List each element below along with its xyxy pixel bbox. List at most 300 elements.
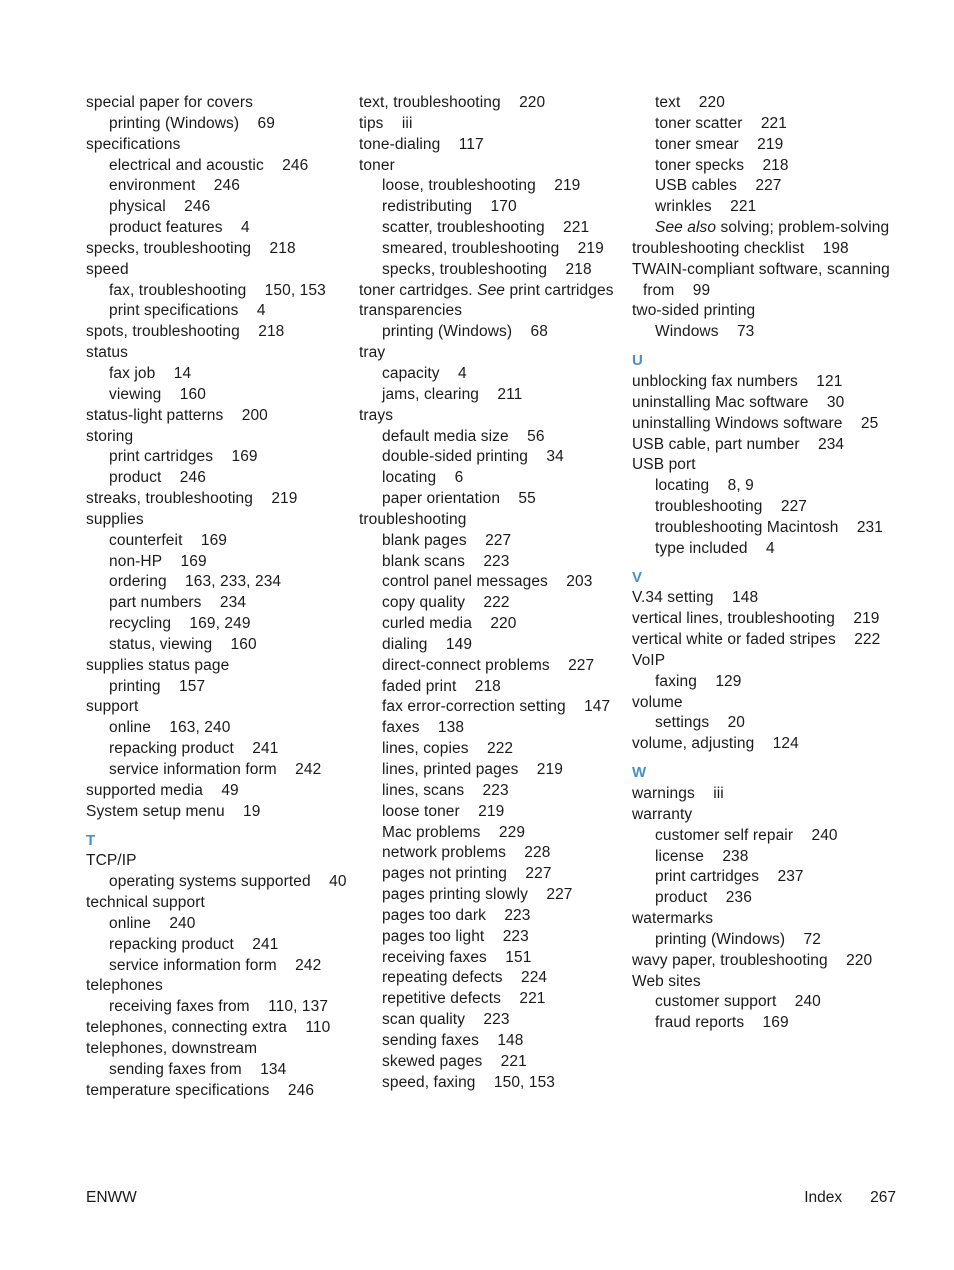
index-subentry (632, 114, 892, 135)
index-entry (632, 435, 892, 456)
page-reference: 240 (794, 993, 821, 1011)
index-subentry (86, 760, 351, 781)
page-reference: 218 (269, 239, 296, 257)
index-subentry (86, 301, 351, 322)
page-reference: 148 (732, 589, 759, 607)
entry-term: ordering (109, 573, 167, 591)
index-subentry (632, 1013, 892, 1034)
page-reference: 246 (184, 198, 211, 216)
index-entry (632, 301, 892, 322)
index-subentry (359, 260, 624, 281)
index-subentry (86, 114, 351, 135)
page-reference: 20 (727, 714, 746, 732)
entry-term: paper orientation (382, 490, 501, 508)
index-entry (632, 239, 892, 260)
entry-term: printing (Windows) (655, 930, 786, 948)
index-subentry (86, 935, 351, 956)
index-subentry (632, 135, 892, 156)
index-subentry (359, 635, 624, 656)
index-entry (86, 239, 351, 260)
index-entry (86, 1081, 351, 1102)
page-reference: 25 (860, 414, 879, 432)
index-subentry (359, 802, 624, 823)
index-subentry (86, 997, 351, 1018)
index-entry (86, 781, 351, 802)
entry-term: counterfeit (109, 531, 183, 549)
page-reference: 4 (256, 302, 266, 320)
page-reference: 160 (230, 635, 257, 653)
see-reference-label: See (477, 281, 506, 299)
entry-term: Web sites (632, 972, 701, 990)
entry-term: default media size (382, 427, 509, 445)
page-reference: 223 (483, 552, 510, 570)
page-reference: 121 (816, 372, 843, 390)
index-subentry (359, 531, 624, 552)
index-entry (632, 951, 892, 972)
page-reference: 222 (483, 594, 510, 612)
entry-term: type included (655, 539, 748, 557)
entry-term: status-light patterns (86, 406, 224, 424)
entry-term: wrinkles (655, 198, 712, 216)
entry-term: product (655, 889, 708, 907)
page-reference: 218 (762, 156, 789, 174)
entry-term: special paper for covers (86, 94, 253, 111)
entry-term: fax, troubleshooting (109, 281, 247, 299)
index-subentry (359, 468, 624, 489)
entry-term: physical (109, 198, 166, 216)
page-reference: 222 (486, 740, 514, 758)
entry-term: print cartridges (109, 448, 214, 466)
entry-term: network problems (382, 844, 506, 862)
entry-term: non-HP (109, 552, 163, 570)
index-entry (359, 156, 624, 177)
index-letter-heading: V (632, 568, 643, 586)
index-subentry (86, 281, 351, 302)
entry-term: status (86, 344, 128, 362)
index-entry (632, 734, 892, 755)
entry-term: streaks, troubleshooting (86, 490, 253, 508)
page-reference: 218 (474, 677, 501, 695)
entry-term: pages not printing (382, 865, 508, 883)
entry-term: USB cables (655, 177, 737, 195)
index-letter-heading: U (632, 352, 643, 370)
index-entry (86, 322, 351, 343)
page-reference: 246 (287, 1081, 315, 1099)
page-reference: 110 (305, 1019, 331, 1037)
page-reference: 169 (231, 448, 258, 466)
page-reference: 4 (458, 364, 467, 382)
index-subentry (86, 447, 351, 468)
page-reference: 241 (252, 740, 279, 758)
entry-term: specifications (86, 135, 181, 153)
see-reference-label: See also (655, 219, 717, 237)
index-subentry (86, 593, 351, 614)
page-reference: 221 (500, 1052, 527, 1070)
page-reference: 219 (757, 135, 784, 153)
index-subentry (632, 156, 892, 177)
entry-term: specks, troubleshooting (86, 239, 252, 257)
entry-term: troubleshooting (655, 498, 763, 516)
entry-term: lines, printed pages (382, 761, 519, 778)
entry-term: status, viewing (109, 635, 213, 653)
page-reference: 240 (169, 914, 196, 932)
entry-term: scatter, troubleshooting (382, 219, 545, 237)
index-subentry (632, 218, 892, 239)
page-reference: 221 (730, 198, 757, 216)
page-reference: 198 (822, 239, 849, 257)
page-reference: 242 (295, 956, 322, 974)
page-reference: 219 (536, 761, 563, 778)
index-subentry (86, 872, 351, 893)
index-letter-heading: T (86, 831, 96, 849)
index-subentry (86, 677, 351, 698)
entry-term: blank pages (382, 531, 467, 549)
entry-term: troubleshooting checklist (632, 239, 805, 257)
entry-term: blank scans (382, 552, 465, 570)
footer-page-info (804, 1187, 896, 1209)
entry-term: warranty (632, 805, 693, 823)
index-entry (86, 427, 351, 448)
index-entry (86, 976, 351, 997)
index-entry (86, 1018, 351, 1039)
page-reference: 219 (478, 802, 505, 820)
index-subentry (359, 968, 624, 989)
entry-term: curled media (382, 615, 472, 633)
page-reference: 169 (200, 531, 228, 549)
index-subentry (86, 718, 351, 739)
page-reference: 221 (563, 219, 590, 237)
index-subentry (632, 930, 892, 951)
page-reference: 220 (519, 94, 546, 111)
index-entry (86, 1039, 351, 1060)
index-subentry (632, 518, 892, 539)
entry-term: tone-dialing (359, 135, 441, 153)
footer-section-name: Index (804, 1189, 843, 1206)
entry-term: support (86, 698, 139, 716)
page-reference: iii (713, 785, 724, 802)
entry-term: vertical white or faded stripes (632, 631, 836, 649)
entry-term: print specifications (109, 302, 239, 320)
entry-term: faded print (382, 677, 457, 695)
page-reference: 227 (485, 531, 512, 549)
entry-term: text, troubleshooting (359, 94, 501, 111)
entry-term: Windows (655, 323, 719, 341)
entry-term: fax error-correction setting (382, 698, 566, 716)
entry-term: uninstalling Mac software (632, 393, 809, 411)
index-subentry (359, 718, 624, 739)
index-subentry (359, 427, 624, 448)
index-subentry (86, 364, 351, 385)
page-reference: 240 (811, 826, 838, 844)
page-reference: 227 (525, 865, 552, 883)
index-subentry (632, 992, 892, 1013)
index-subentry (86, 385, 351, 406)
see-reference-target: print cartridges (509, 281, 614, 299)
index-subentry (86, 914, 351, 935)
index-subentry (359, 218, 624, 239)
page-reference: 218 (565, 260, 592, 278)
page-reference: 223 (482, 781, 509, 799)
entry-term: troubleshooting (359, 510, 467, 528)
index-subentry (359, 864, 624, 885)
entry-term: volume, adjusting (632, 735, 755, 753)
page-reference: 124 (772, 735, 799, 753)
entry-term: supplies status page (86, 656, 230, 674)
index-entry (359, 406, 624, 427)
entry-term: locating (382, 469, 437, 487)
entry-term: settings (655, 714, 710, 732)
page-reference: 246 (213, 177, 240, 195)
index-entry (632, 588, 892, 609)
entry-term: control panel messages (382, 573, 548, 591)
footer-page-number: 267 (870, 1189, 896, 1206)
index-subentry (86, 218, 351, 239)
page-reference: 219 (554, 177, 581, 195)
index-subentry (632, 322, 892, 343)
entry-term: storing (86, 427, 134, 445)
index-subentry (86, 956, 351, 977)
page-reference: 30 (826, 393, 845, 411)
entry-term: loose toner (382, 802, 460, 820)
index-subentry (632, 93, 892, 114)
index-entry (632, 651, 892, 672)
page-reference: 246 (179, 469, 206, 487)
page-reference: 227 (780, 498, 808, 516)
index-subentry (86, 572, 351, 593)
index-entry (632, 609, 892, 630)
index-subentry (359, 885, 624, 906)
entry-term: troubleshooting Macintosh (655, 518, 839, 536)
entry-term: customer support (655, 993, 777, 1011)
index-subentry (86, 1060, 351, 1081)
page-reference: 234 (219, 594, 247, 612)
entry-term: viewing (109, 385, 162, 403)
page-reference: 221 (760, 114, 787, 132)
entry-term: repeating defects (382, 969, 503, 987)
index-subentry (86, 156, 351, 177)
page-reference: 219 (577, 239, 604, 257)
index-column-1 (86, 93, 351, 1102)
index-subentry (359, 593, 624, 614)
page-reference: 203 (566, 573, 593, 591)
entry-term: environment (109, 177, 196, 195)
index-entry (86, 260, 351, 281)
entry-term: sending faxes (382, 1031, 479, 1049)
entry-term: specks, troubleshooting (382, 260, 548, 278)
index-subentry (632, 847, 892, 868)
page-reference: 222 (854, 631, 881, 649)
page-reference: 8, 9 (727, 477, 754, 495)
page-reference: 14 (173, 364, 192, 382)
index-entry (86, 135, 351, 156)
index-subentry (359, 614, 624, 635)
index-subentry (359, 843, 624, 864)
index-entry (86, 406, 351, 427)
page-reference: 150, 153 (493, 1073, 556, 1091)
index-subentry (359, 364, 624, 385)
page-reference: 224 (520, 969, 548, 987)
page-reference: 237 (777, 868, 804, 886)
index-entry (86, 93, 351, 114)
entry-term: online (109, 914, 151, 932)
index-entry (359, 135, 624, 156)
page-reference: iii (401, 114, 413, 132)
index-subentry (632, 539, 892, 560)
index-entry (86, 510, 351, 531)
entry-term: receiving faxes (382, 948, 487, 966)
entry-term: copy quality (382, 594, 466, 612)
page-reference: 238 (722, 847, 749, 865)
entry-term: technical support (86, 894, 205, 912)
entry-term: pages printing slowly (382, 886, 528, 904)
index-entry (86, 656, 351, 677)
entry-term: lines, scans (382, 781, 465, 799)
index-entry (632, 805, 892, 826)
index-entry (632, 372, 892, 393)
index-subentry (632, 867, 892, 888)
page-reference: 219 (853, 610, 880, 628)
page-reference: 138 (437, 719, 465, 737)
entry-term: repacking product (109, 740, 234, 758)
index-subentry (359, 677, 624, 698)
index-subentry (359, 572, 624, 593)
page-reference: 69 (257, 114, 275, 132)
see-reference-target: solving; problem-solving (720, 219, 890, 237)
index-subentry (632, 197, 892, 218)
index-subentry (86, 635, 351, 656)
page-reference: 223 (504, 906, 531, 924)
index-entry (632, 630, 892, 651)
index-entry (86, 489, 351, 510)
index-subentry (359, 697, 624, 718)
entry-term: warnings (632, 785, 695, 802)
index-subentry (359, 1010, 624, 1031)
page-reference: 220 (490, 615, 517, 633)
entry-term: repetitive defects (382, 990, 501, 1008)
index-subentry (359, 906, 624, 927)
page-reference: 72 (803, 930, 821, 948)
page-reference: 110, 137 (268, 998, 329, 1016)
index-entry (359, 93, 624, 114)
index-entry (632, 414, 892, 435)
entry-term: telephones, downstream (86, 1039, 258, 1057)
page-reference: 227 (546, 886, 573, 904)
entry-term: online (109, 719, 151, 737)
entry-term: scan quality (382, 1011, 466, 1029)
page-reference: 219 (271, 490, 298, 508)
entry-term: volume (632, 693, 683, 711)
index-entry (359, 343, 624, 364)
page-reference: 169 (762, 1014, 789, 1032)
page-reference: 163, 240 (169, 719, 231, 737)
index-subentry (632, 476, 892, 497)
index-subentry (359, 760, 624, 781)
index-subentry (359, 447, 624, 468)
page-reference: 56 (527, 427, 545, 445)
entry-term: V.34 setting (632, 589, 714, 607)
page-reference: 151 (505, 948, 532, 966)
entry-term: recycling (109, 615, 172, 633)
entry-term: smeared, troubleshooting (382, 239, 560, 257)
entry-term: sending faxes from (109, 1060, 242, 1078)
entry-term: part numbers (109, 594, 202, 612)
entry-term: fraud reports (655, 1014, 745, 1032)
index-subentry (359, 489, 624, 510)
entry-term: jams, clearing (382, 385, 480, 403)
entry-term: capacity (382, 364, 440, 382)
index-entry (86, 851, 351, 872)
entry-term: telephones, connecting extra (86, 1019, 287, 1037)
index-subentry (632, 826, 892, 847)
index-subentry (86, 614, 351, 635)
entry-term: two-sided printing (632, 302, 756, 320)
page-reference: 229 (498, 823, 526, 841)
entry-term: uninstalling Windows software (632, 414, 843, 432)
index-entry (359, 301, 624, 322)
entry-term: printing (Windows) (109, 114, 240, 132)
entry-term: faxes (382, 719, 420, 737)
index-subentry (359, 781, 624, 802)
entry-term: USB cable, part number (632, 435, 800, 453)
index-subentry (632, 497, 892, 518)
entry-term: service information form (109, 761, 277, 778)
entry-term: redistributing (382, 198, 473, 216)
page-reference: 19 (243, 802, 261, 820)
entry-term: spots, troubleshooting (86, 323, 240, 341)
entry-term: pages too light (382, 927, 485, 945)
index-column-2 (359, 93, 624, 1094)
index-entry (359, 510, 624, 531)
entry-term: supplies (86, 510, 144, 528)
index-entry (632, 455, 892, 476)
index-subentry (359, 176, 624, 197)
entry-term: printing (Windows) (382, 323, 513, 341)
entry-term: product features (109, 219, 223, 237)
index-entry (632, 784, 892, 805)
entry-term: license (655, 847, 704, 865)
index-subentry (86, 531, 351, 552)
page-reference: 129 (715, 672, 742, 690)
footer-publication-code: ENWW (86, 1189, 137, 1206)
index-subentry (632, 672, 892, 693)
index-entry (359, 114, 624, 135)
entry-term: dialing (382, 635, 428, 653)
index-entry (86, 697, 351, 718)
entry-term: VoIP (632, 651, 666, 669)
page-reference: 4 (766, 539, 775, 557)
index-subentry (359, 322, 624, 343)
entry-term: toner specks (655, 156, 745, 174)
page-reference: 117 (458, 135, 484, 153)
entry-term: receiving faxes from (109, 998, 250, 1016)
entry-term: faxing (655, 672, 697, 690)
page-reference: 242 (295, 761, 322, 778)
entry-term: speed (86, 260, 129, 278)
page-reference: 221 (519, 990, 546, 1008)
index-entry (86, 343, 351, 364)
index-column-3 (632, 93, 892, 1034)
index-subentry (86, 197, 351, 218)
page-reference: 68 (530, 323, 548, 341)
page-reference: 218 (258, 323, 285, 341)
index-entry (632, 260, 892, 302)
entry-term: System setup menu (86, 802, 225, 820)
page-reference: 147 (584, 698, 611, 716)
page-reference: 246 (282, 156, 309, 174)
entry-term: transparencies (359, 302, 463, 320)
page-reference: 169 (180, 552, 207, 570)
index-subentry (359, 1073, 624, 1094)
